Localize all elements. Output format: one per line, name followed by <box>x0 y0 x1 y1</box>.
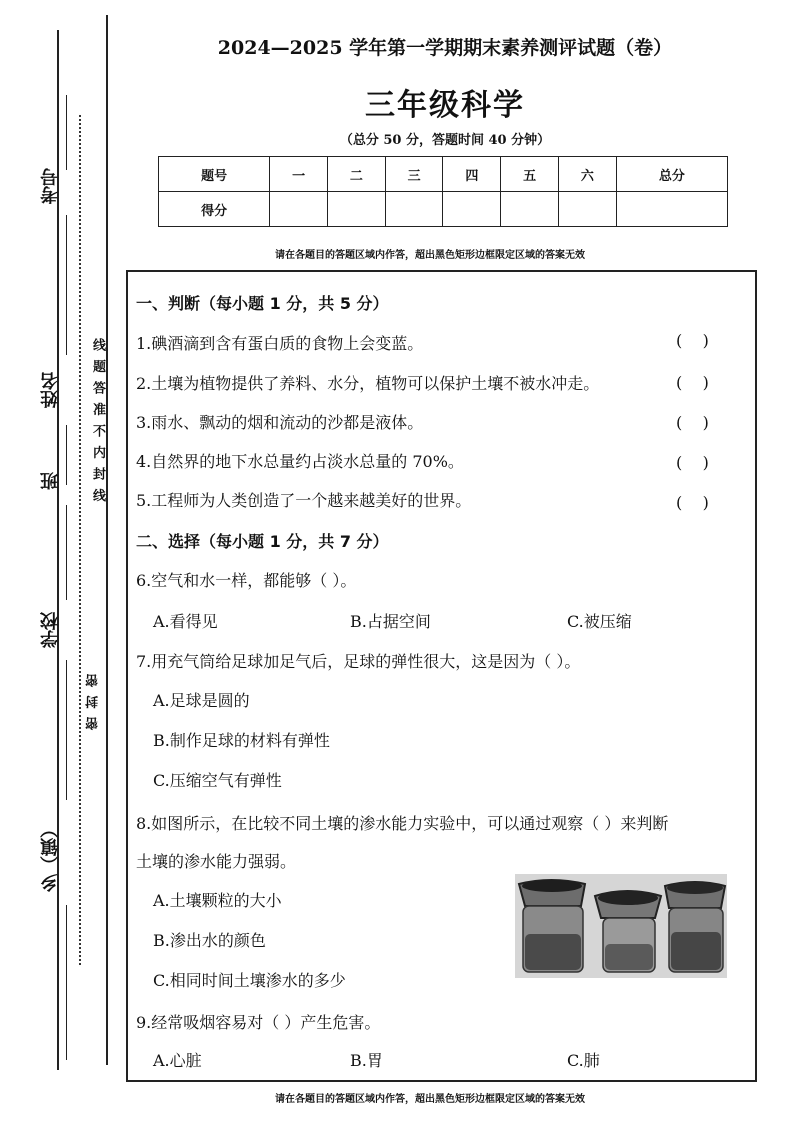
question-9-stem: 9.经常吸烟容易对（ ）产生危害。 <box>136 1013 381 1032</box>
section1-title: 一、判断（每小题 1 分，共 5 分） <box>136 294 389 313</box>
score-cell: 四 <box>443 157 501 192</box>
q7-option-a[interactable]: A.足球是圆的 <box>153 691 250 710</box>
judge-item-4: 4.自然界的地下水总量约占淡水总量的 70%。 <box>136 452 464 471</box>
judge-answer-3[interactable]: ( ) <box>676 413 709 432</box>
exam-title: 2024—2025 学年第一学期期末素养测评试题（卷） <box>217 37 673 59</box>
score-cell: 五 <box>501 157 559 192</box>
question-7-stem: 7.用充气筒给足球加足气后，足球的弹性很大，这是因为（ ）。 <box>136 652 581 671</box>
field-exam-number-line <box>66 95 67 170</box>
judge-answer-1[interactable]: ( ) <box>676 331 709 350</box>
field-exam-number: 考号 <box>40 168 61 204</box>
subject-title: 三年级科学 <box>365 88 525 123</box>
field-exam-number-line2 <box>66 215 67 355</box>
q9-option-c[interactable]: C.肺 <box>567 1051 600 1070</box>
field-township-line <box>66 905 67 1060</box>
q9-option-b[interactable]: B.胃 <box>350 1051 383 1070</box>
judge-item-5: 5.工程师为人类创造了一个越来越美好的世界。 <box>136 491 472 510</box>
q6-option-c[interactable]: C.被压缩 <box>567 612 632 631</box>
score-cell: 六 <box>558 157 616 192</box>
score-cell: 二 <box>328 157 386 192</box>
score-cell: 一 <box>270 157 328 192</box>
answer-instruction-bottom: 请在各题目的答题区域内作答，超出黑色矩形边框限定区域的答案无效 <box>275 1094 585 1105</box>
score-cell: 总分 <box>616 157 727 192</box>
score-cell: 题号 <box>159 157 270 192</box>
field-class-line <box>66 505 67 600</box>
score-table <box>158 156 728 227</box>
section2-title: 二、选择（每小题 1 分，共 7 分） <box>136 532 389 551</box>
seal-text-left: 密 封 密 <box>86 672 101 731</box>
seal-text-right: 线 题 答 准 不 内 封 线 <box>90 338 105 504</box>
judge-answer-4[interactable]: ( ) <box>676 453 709 472</box>
score-input-cell[interactable] <box>616 192 727 227</box>
field-school: 学校 <box>40 612 61 648</box>
score-input-cell[interactable] <box>501 192 559 227</box>
judge-answer-2[interactable]: ( ) <box>676 373 709 392</box>
score-cell: 得分 <box>159 192 270 227</box>
q8-option-b[interactable]: B.渗出水的颜色 <box>153 931 266 950</box>
score-input-cell[interactable] <box>270 192 328 227</box>
q9-option-a[interactable]: A.心脏 <box>153 1051 202 1070</box>
soil-experiment-photo <box>515 874 727 978</box>
judge-item-1: 1.碘酒滴到含有蛋白质的食物上会变蓝。 <box>136 334 424 353</box>
q6-option-b[interactable]: B.占据空间 <box>350 612 431 631</box>
field-class: 班 <box>40 472 61 490</box>
exam-note: （总分 50 分，答题时间 40 分钟） <box>339 133 551 148</box>
field-name: 姓名 <box>40 372 61 408</box>
question-6-stem: 6.空气和水一样，都能够（ ）。 <box>136 571 357 590</box>
score-table-score-row <box>159 192 728 227</box>
field-name-line <box>66 425 67 485</box>
score-input-cell[interactable] <box>558 192 616 227</box>
q7-option-b[interactable]: B.制作足球的材料有弹性 <box>153 731 330 750</box>
judge-answer-5[interactable]: ( ) <box>676 493 709 512</box>
q7-option-c[interactable]: C.压缩空气有弹性 <box>153 771 282 790</box>
q6-option-a[interactable]: A.看得见 <box>153 612 218 631</box>
binding-line-right <box>106 15 108 1065</box>
field-school-line <box>66 660 67 800</box>
q8-option-a[interactable]: A.土壤颗粒的大小 <box>153 891 282 910</box>
judge-item-3: 3.雨水、飘动的烟和流动的沙都是液体。 <box>136 413 424 432</box>
score-cell: 三 <box>385 157 443 192</box>
question-8-stem-line2: 土壤的渗水能力强弱。 <box>136 852 297 871</box>
judge-item-2: 2.土壤为植物提供了养料、水分，植物可以保护土壤不被水冲走。 <box>136 374 600 393</box>
binding-dotted-line <box>79 115 81 965</box>
score-input-cell[interactable] <box>443 192 501 227</box>
q8-option-c[interactable]: C.相同时间土壤渗水的多少 <box>153 971 346 990</box>
score-input-cell[interactable] <box>385 192 443 227</box>
score-input-cell[interactable] <box>328 192 386 227</box>
field-township: 乡（镇） <box>40 820 61 892</box>
score-table-header-row <box>159 157 728 192</box>
question-8-stem: 8.如图所示，在比较不同土壤的渗水能力实验中，可以通过观察（ ）来判断 <box>136 814 669 833</box>
answer-instruction-top: 请在各题目的答题区域内作答，超出黑色矩形边框限定区域的答案无效 <box>275 250 585 261</box>
